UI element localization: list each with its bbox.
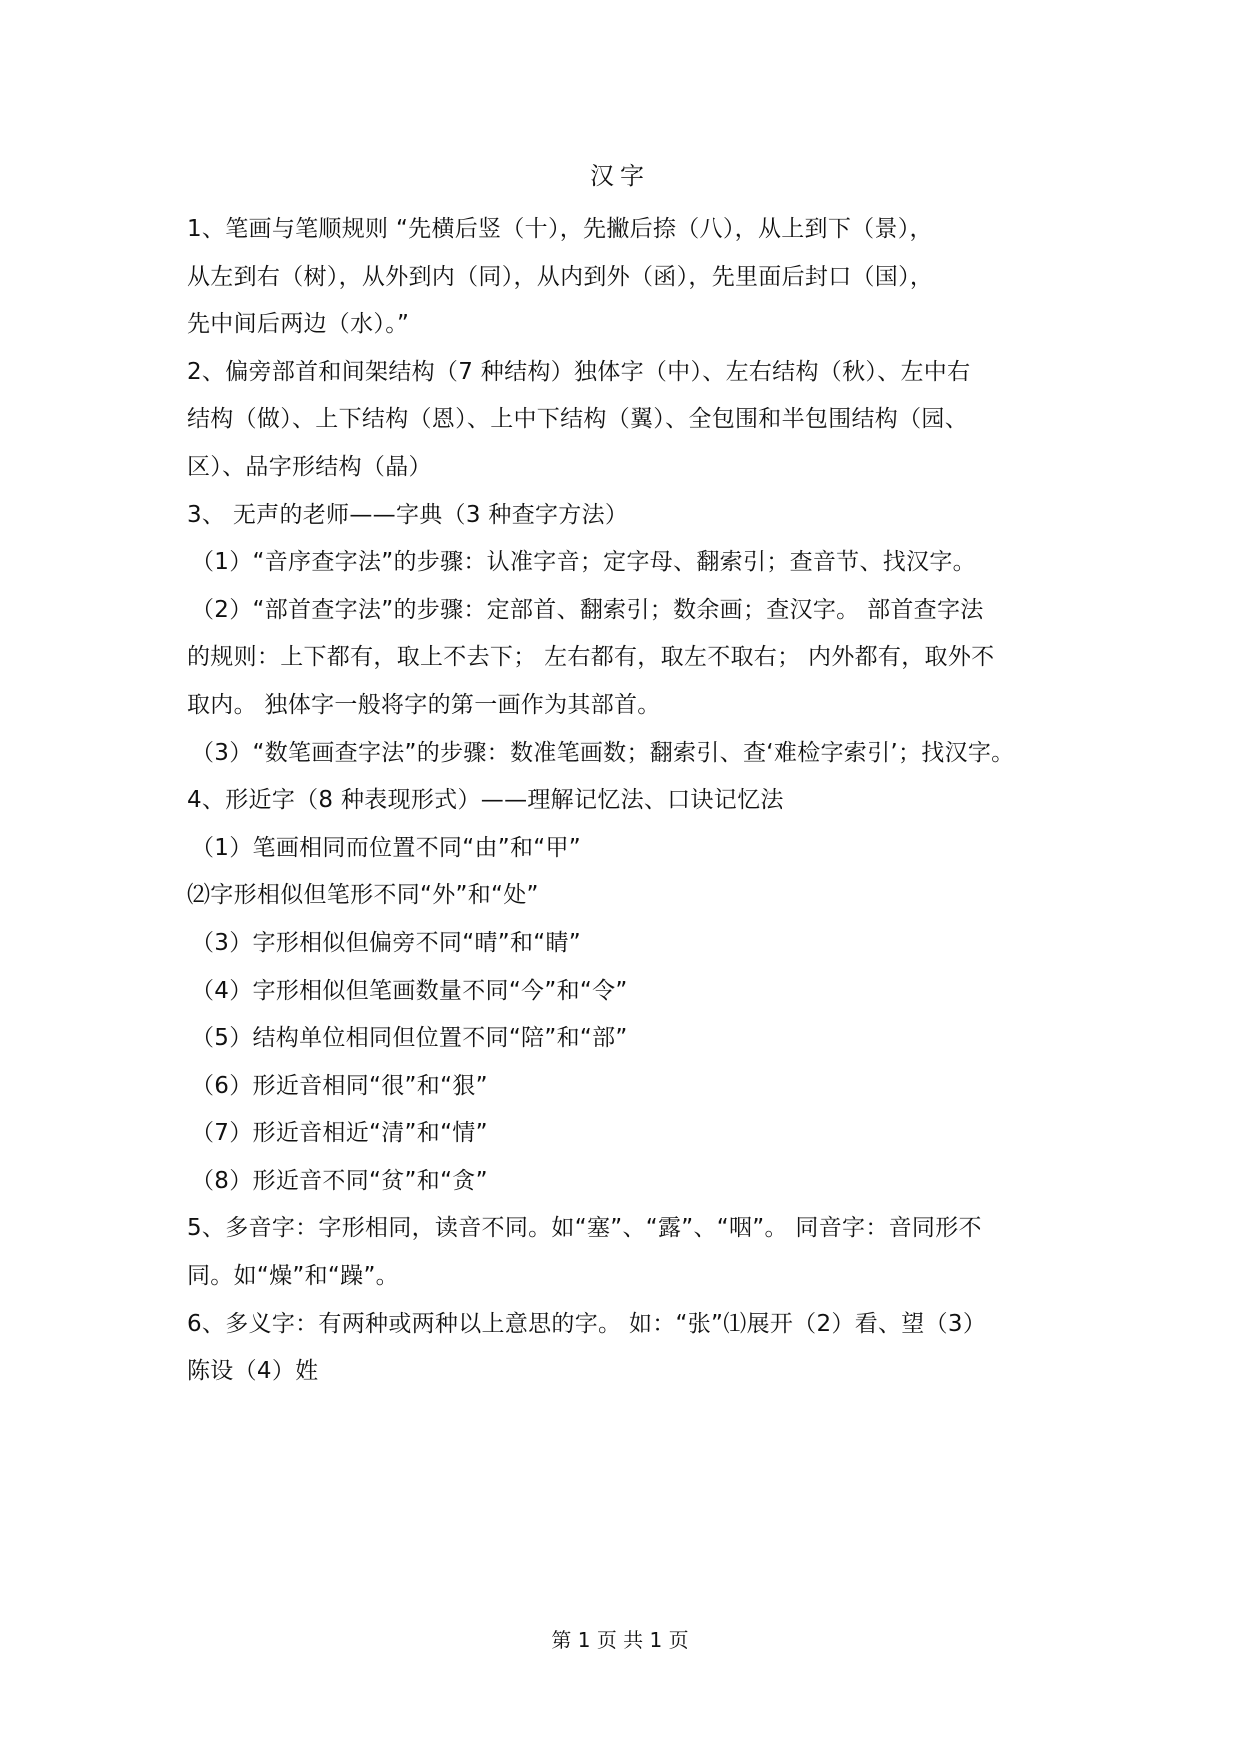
list-item: （7）形近音相近“清”和“情” — [191, 1120, 488, 1147]
paragraph-line: 5、多音字：字形相同，读音不同。如“塞”、“露”、“咽”。 同音字：音同形不 — [187, 1215, 982, 1242]
list-item: （2）“部首查字法”的步骤：定部首、翻索引；数余画；查汉字。 部首查字法 — [191, 596, 984, 623]
list-item: （1）“音序查字法”的步骤：认准字音；定字母、翻索引；查音节、找汉字。 — [191, 549, 976, 576]
document-body — [187, 206, 1067, 1396]
paragraph-line: 从左到右（树），从外到内（同），从内到外（函），先里面后封口（国）， — [187, 263, 934, 290]
paragraph-line: 陈设（4）姓 — [187, 1358, 319, 1385]
list-item: （3）“数笔画查字法”的步骤：数准笔画数；翻索引、查‘难检字索引’；找汉字。 — [191, 739, 1015, 766]
paragraph-line: 6、多义字：有两种或两种以上意思的字。 如：“张”⑴展开（2）看、望（3） — [187, 1310, 987, 1337]
paragraph-line: 取内。 独体字一般将字的第一画作为其部首。 — [187, 691, 661, 718]
section-radical-structure — [187, 349, 1067, 492]
list-item: （4）字形相似但笔画数量不同“今”和“令” — [191, 977, 628, 1004]
list-item: （6）形近音相同“很”和“狠” — [191, 1072, 488, 1099]
page-footer: 第 1 页 共 1 页 — [551, 1628, 689, 1652]
paragraph-line: 的规则：上下都有，取上不去下； 左右都有，取左不取右； 内外都有，取外不 — [187, 644, 995, 671]
section-similar-characters — [187, 777, 1067, 1205]
paragraph-line: 区）、品字形结构（晶） — [187, 453, 432, 480]
paragraph-line: 先中间后两边（水）。” — [187, 311, 410, 338]
list-item: （5）结构单位相同但位置不同“陪”和“部” — [191, 1025, 628, 1052]
list-item: （8）形近音不同“贫”和“贪” — [191, 1167, 488, 1194]
section-polysemous — [187, 1301, 1067, 1396]
section-heading: 3、 无声的老师——字典（3 种查字方法） — [187, 501, 629, 528]
section-dictionary-methods — [187, 492, 1067, 778]
paragraph-line: 结构（做）、上下结构（恩）、上中下结构（翼）、全包围和半包围结构（园、 — [187, 406, 968, 433]
section-stroke-order — [187, 206, 1067, 349]
page-title: 汉字 — [590, 162, 650, 190]
paragraph-line: 同。如“燥”和“躁”。 — [187, 1263, 399, 1290]
list-item: ⑵字形相似但笔形不同“外”和“处” — [187, 882, 539, 909]
list-item: （1）笔画相同而位置不同“由”和“甲” — [191, 834, 581, 861]
paragraph-line: 2、偏旁部首和间架结构（7 种结构）独体字（中）、左右结构（秋）、左中右 — [187, 358, 971, 385]
section-polyphonic — [187, 1205, 1067, 1300]
list-item: （3）字形相似但偏旁不同“晴”和“睛” — [191, 929, 581, 956]
section-heading: 4、形近字（8 种表现形式）——理解记忆法、口诀记忆法 — [187, 787, 784, 814]
paragraph-line: 1、笔画与笔顺规则 “先横后竖（十），先撇后捺（八），从上到下（景）， — [187, 216, 933, 242]
